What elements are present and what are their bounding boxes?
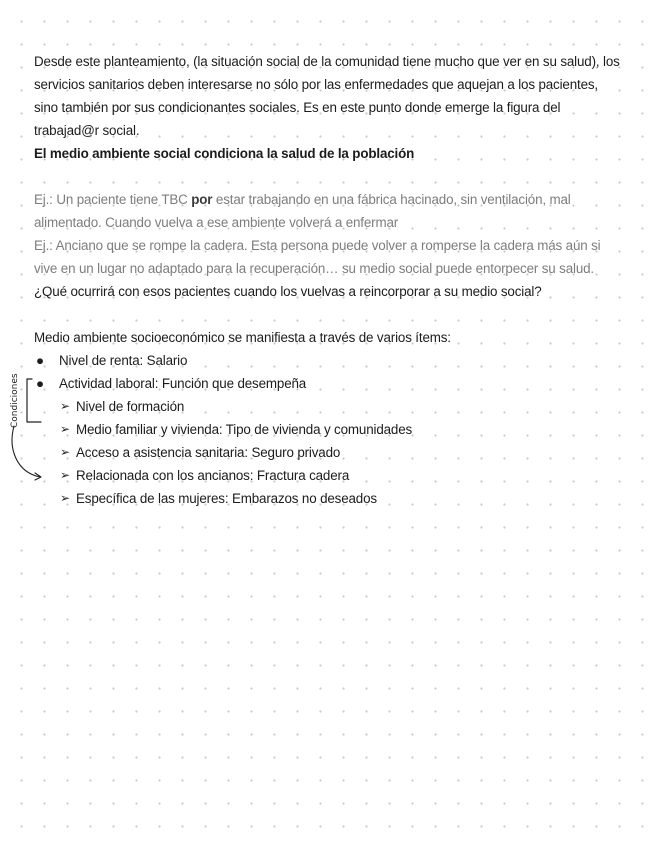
question-text: ¿Qué ocurrirá con esos pacientes cuando los vuelvas a reincorporar a su medio social? [34, 284, 542, 299]
example-tbc-lead: Ej.: Un paciente tiene TBC [34, 192, 192, 207]
bullet-icon: ● [36, 376, 44, 391]
example-anciano: Ej.: Anciano que se rompe la cadera. Esta persona puede volver a romperse la cadera más aún si vive en un lugar no adaptado para la recuperación… su medio social puede entorpecer su salud. [34, 238, 601, 276]
intro-paragraph: Desde este planteamiento, (la situación social de la comunidad tiene mucho que ver en su salud), los servicios sanitarios deben interesarse no sólo por las enfermedades que aquejan a los pacientes, sino también por sus condicionantes sociales. Es en este punto donde emerge la figura del trabajad@r social. [34, 54, 620, 138]
arrow-item-label: Específica de las mujeres: Embarazos no deseados [76, 491, 377, 506]
arrow-item-asistencia [34, 441, 624, 464]
example-tbc [34, 188, 624, 234]
arrow-item-ancianos [34, 464, 624, 487]
handwritten-note: Condiciones [10, 373, 20, 428]
blank-line [34, 303, 624, 326]
list-intro: Medio ambiente socioeconómico se manifiesta a través de varios ítems: [34, 330, 451, 345]
arrow-item-label: Medio familiar y vivienda: Tipo de vivienda y comunidades [76, 422, 413, 437]
bullet-item-actividad [34, 372, 624, 395]
arrow-bullet-icon: ➢ [60, 445, 70, 459]
arrow-item-label: Relacionada con los ancianos: Fractura cadera [76, 468, 350, 483]
curved-arrow-mark [12, 426, 40, 477]
arrow-bullet-icon: ➢ [60, 468, 70, 482]
handwritten-annotation [0, 366, 60, 496]
arrow-list [34, 395, 624, 510]
example-tbc-rest: estar trabajando en una fábrica hacinado, sin ventilación, mal alimentado. Cuando vuelva a ese ambiente volverá a enfermar [34, 192, 571, 230]
bullet-item-label: Nivel de renta: Salario [59, 353, 188, 368]
blank-line [34, 165, 624, 188]
bullet-item-renta [34, 349, 624, 372]
arrow-bullet-icon: ➢ [60, 399, 70, 413]
section-heading: El medio ambiente social condiciona la salud de la población [34, 146, 415, 161]
example-tbc-bold: por [191, 192, 213, 207]
bracket-mark [27, 379, 41, 422]
bullet-icon: ● [36, 353, 44, 368]
arrow-item-formacion [34, 395, 624, 418]
arrow-bullet-icon: ➢ [60, 422, 70, 436]
note-page [34, 50, 624, 510]
arrow-item-vivienda [34, 418, 624, 441]
bullet-list [34, 349, 624, 395]
arrow-item-label: Acceso a asistencia sanitaria: Seguro privado [76, 445, 341, 460]
arrow-item-mujeres [34, 487, 624, 510]
arrow-item-label: Nivel de formación [76, 399, 185, 414]
arrow-bullet-icon: ➢ [60, 491, 70, 505]
bullet-item-label: Actividad laboral: Función que desempeña [59, 376, 307, 391]
